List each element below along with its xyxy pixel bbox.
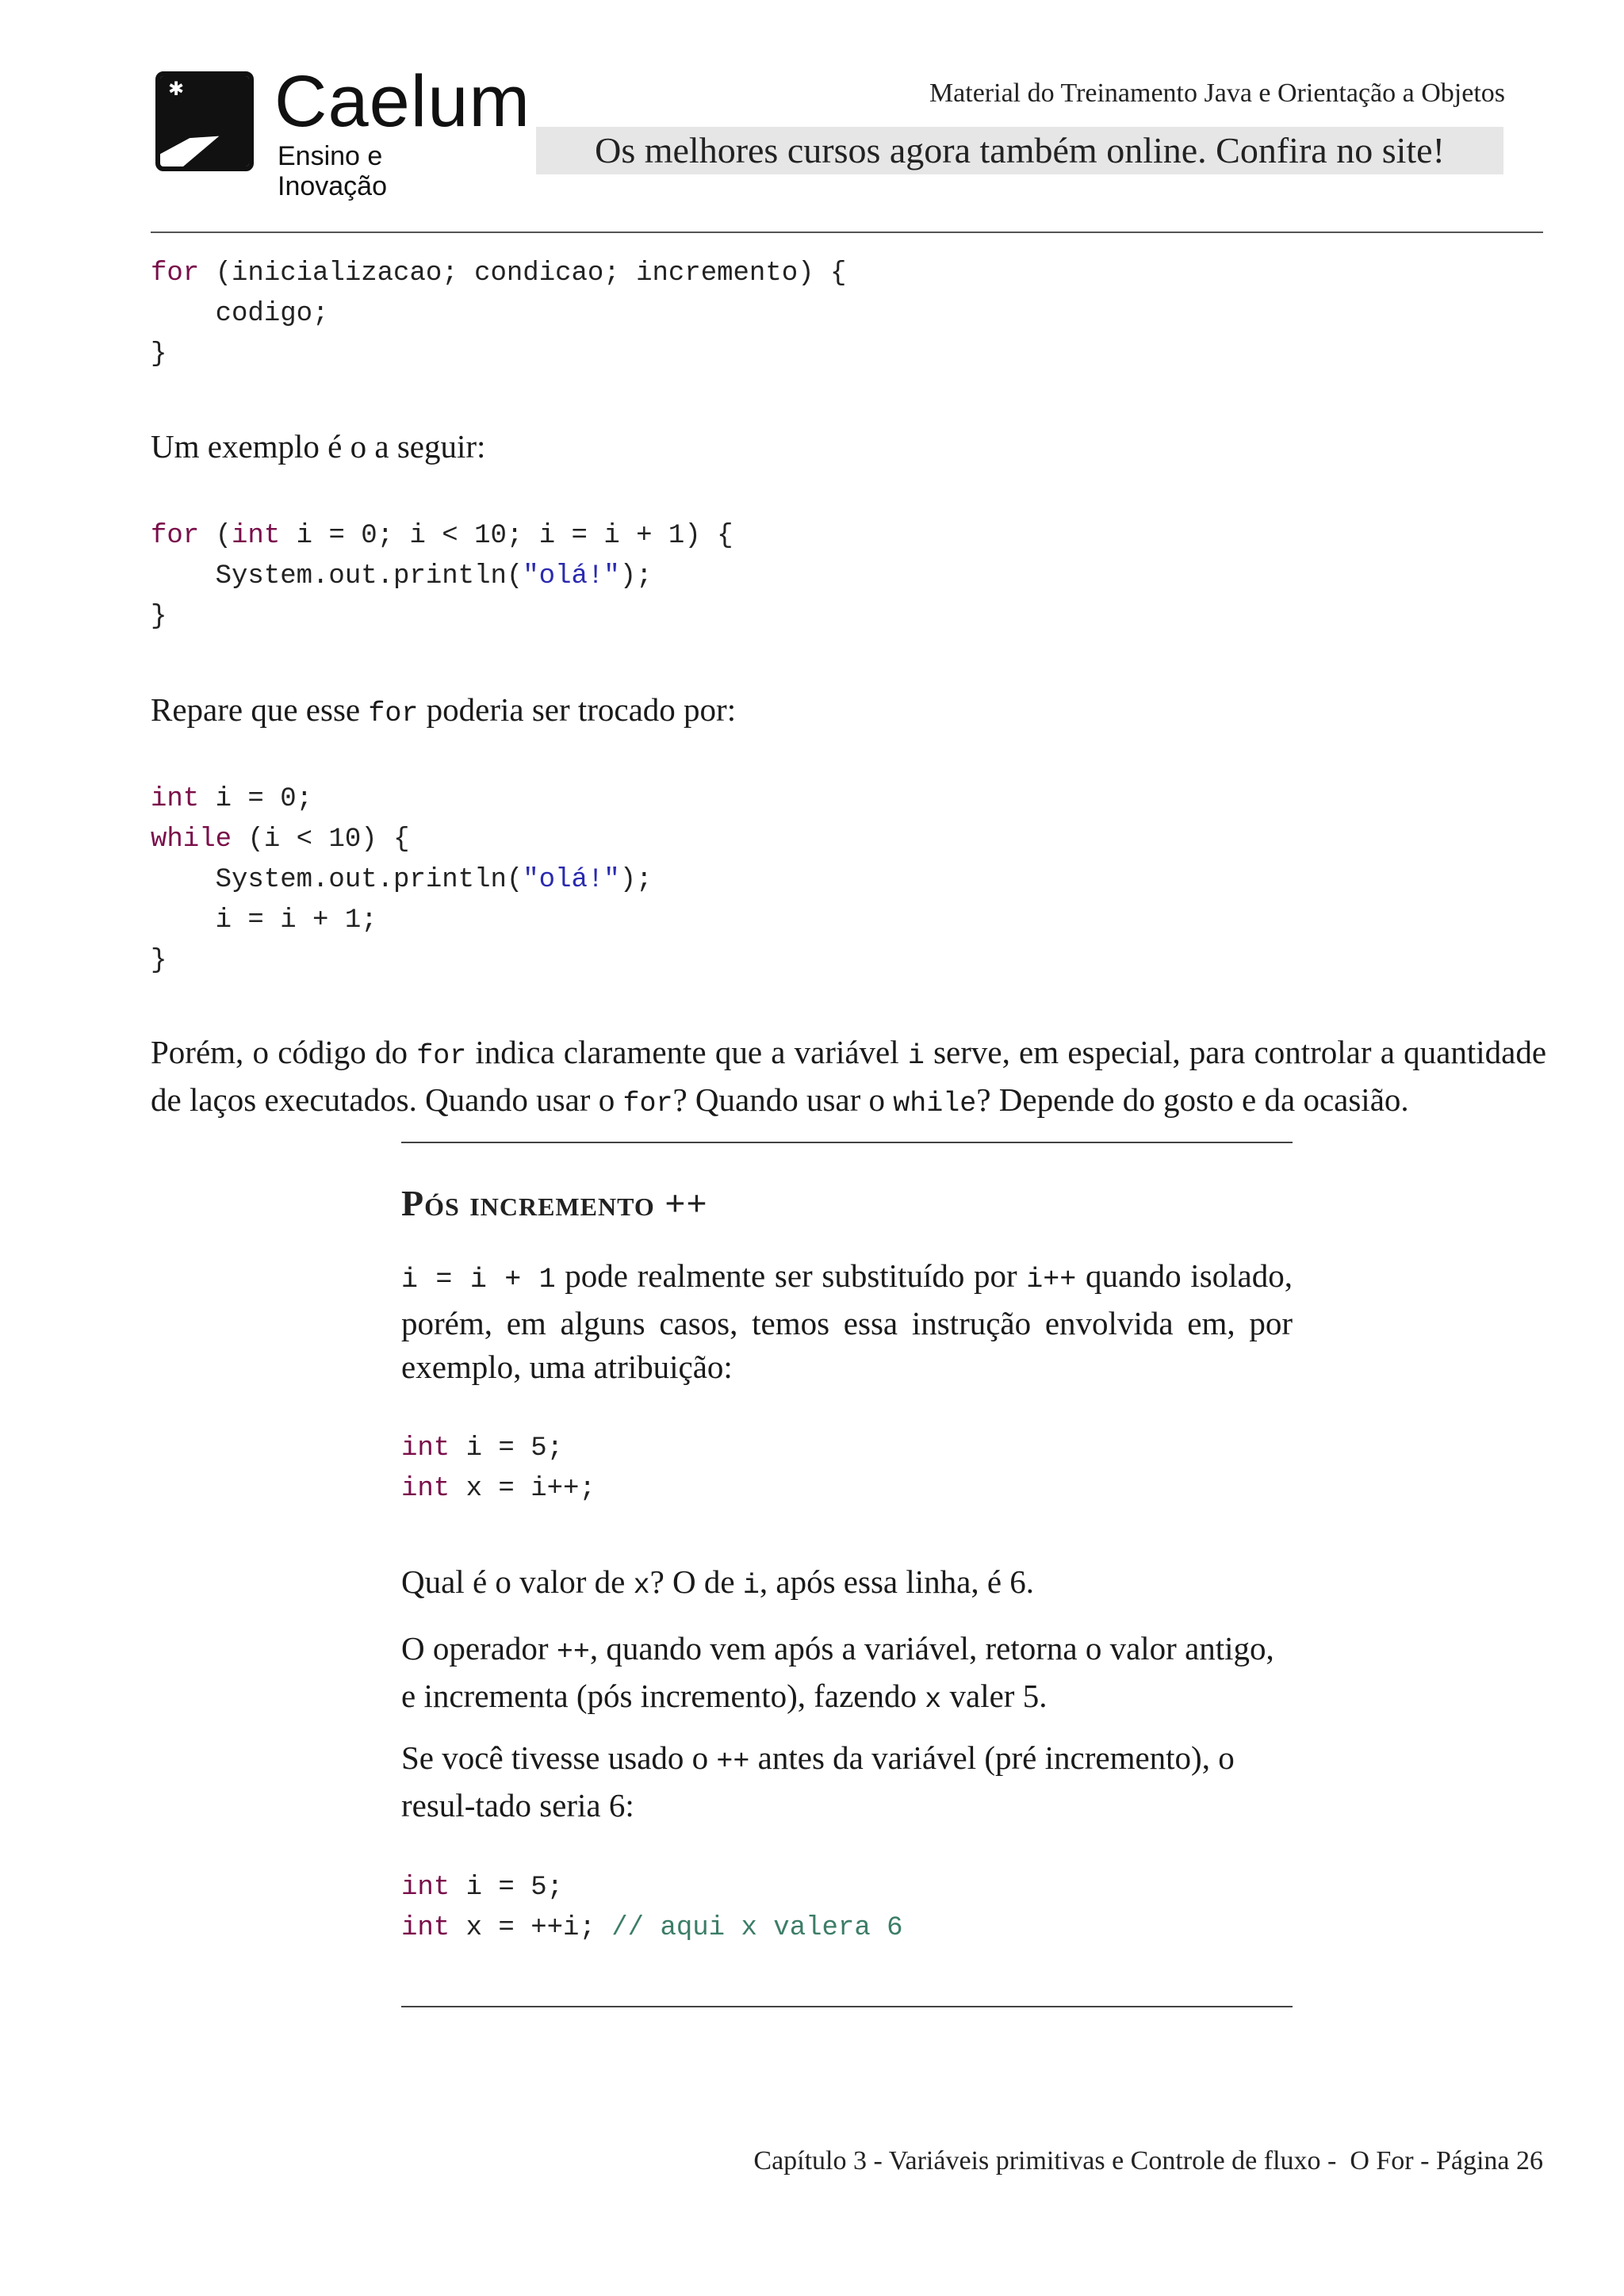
paragraph-for-vs-while: Porém, o código do for indica claramente que a variável i serve, em especial, para controlar a quantidade de laços executados. Quando usar o for? Quando usar o while? Depende do gosto e da ocasião. (151, 1034, 1547, 1119)
box-title: Pós incremento ++ (401, 1183, 708, 1223)
paragraph-replace-for: Repare que esse for poderia ser trocado por: (151, 691, 737, 729)
header-divider (151, 232, 1543, 233)
box-paragraph-pre-increment: Se você tivesse usado o ++ antes da variável (pré incremento), o resul-tado seria 6: (401, 1739, 1235, 1823)
paragraph-example-intro: Um exemplo é o a seguir: (151, 428, 486, 465)
code-block-while-example: int i = 0; while (i < 10) { System.out.println("olá!"); i = i + 1; } (151, 784, 653, 976)
code-block-pre-increment: int i = 5; int x = ++i; // aqui x valera 6 (401, 1873, 903, 1943)
box-top-rule (401, 1142, 1293, 1143)
box-paragraph-increment: i = i + 1 pode realmente ser substituído por i++ quando isolado, porém, em alguns casos, temos essa instrução envolvida em, por exemplo, uma atribuição: (401, 1257, 1293, 1385)
code-block-post-increment: int i = 5; int x = i++; (401, 1433, 596, 1504)
code-block-for-example: for (int i = 0; i < 10; i = i + 1) { System.out.println("olá!"); } (151, 521, 733, 632)
page-footer: Capítulo 3 - Variáveis primitivas e Controle de fluxo - O For - Página 26 (753, 2146, 1543, 2175)
logo-name: Caelum (274, 61, 531, 142)
header-banner: Os melhores cursos agora também online. Confira no site! (536, 127, 1503, 174)
logo-mark-icon: ✱ (155, 71, 254, 171)
training-title: Material do Treinamento Java e Orientação a Objetos (929, 78, 1505, 108)
logo-tagline: Ensino e Inovação (278, 141, 387, 201)
box-paragraph-operator: O operador ++, quando vem após a variável, retorna o valor antigo, e incrementa (pós incremento), fazendo x valer 5. (401, 1630, 1274, 1716)
code-block-for-syntax: for (inicializacao; condicao; incremento) { codigo; } (151, 258, 847, 369)
caelum-logo (155, 61, 531, 201)
box-bottom-rule (401, 2006, 1293, 2007)
box-paragraph-question: Qual é o valor de x? O de i, após essa linha, é 6. (401, 1563, 1035, 1601)
